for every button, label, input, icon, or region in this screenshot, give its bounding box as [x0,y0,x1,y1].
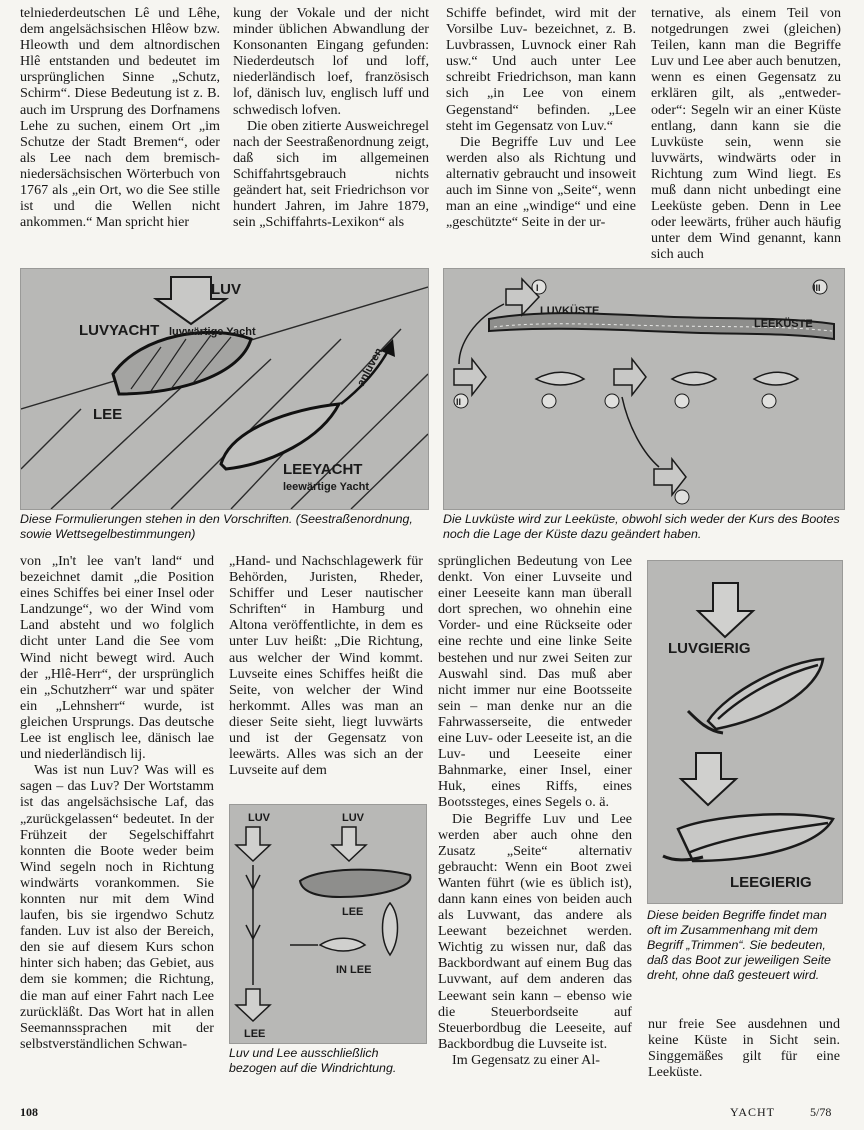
label-anluven: anluven [355,346,386,389]
figure-luvgierig-leegierig [647,560,843,904]
label-luvkueste: LUVKÜSTE [540,305,600,317]
paragraph: Was ist nun Luv? Was will es sagen – das Luv? Der Wortstamm ist das angelsächsische Laf, das „zurückgelassen“ bedeutet. In der Frühzeit der Segelschiffahrt konnten die Boote weder beim Wind segeln noch in Richtung windwärts vorankommen. Sie konnten nur mit dem Wind laufen, bis sie irgendwo Schutz fanden. Luv ist also der Bereich, den sie auf diesem Kurs schon hinter sich haben; das Gebiet, aus dem sie kommen; die Richtung, die man auf einer Fahrt nach Lee zurückläßt. Das Wort hat in allen Seemannssprachen mit der selbstverständlichen Schwan- [20,762,214,1052]
paragraph: sprünglichen Bedeutung von Lee denkt. Von einer Luvseite und einer Leeseite kann man überall dort sprechen, wo ohnehin eine Vorder- und eine Rückseite oder eine rechte und eine linke Seite bestehen und nur zwei Seiten zur Auswahl sind. Das muß aber nicht immer nur eine Bootsseite sein – man denke nur an die Fahrwasserseite, die entweder eine Luv- oder Leeseite ist, an die Luv- und Leeseite einer Bahnmarke, einer Insel, einer Huk, eines Riffs, eines Bootssteges, eines Segels o. ä. [438,553,632,811]
label-luvgierig: LUVGIERIG [668,640,751,657]
text-column-6 [229,553,423,778]
label-luv-right: LUV [342,812,364,824]
paragraph: Die Begriffe Luv und Lee werden aber auch ohne den Zusatz „Seite“ alternativ gebraucht: Wenn ein Boot zwei Wanten führt (wie es üblich ist), dann kann eines von beiden auch als Luvwant, das andere als Leewant bezeichnet werden. Wichtig zu wissen nur, daß das Backbordwant auf einem Bug das Luvwant, auf dem anderen das Leewant sein kann – ebenso wie die Steuerbordseite auf Steuerbordbug die Leeseite, auf Backbordbug die Luvseite ist. [438,810,632,1052]
label-roman-iii: III [813,283,821,293]
label-in-lee: IN LEE [336,964,372,976]
label-luvyacht: LUVYACHT [79,322,160,339]
label-luvwaertige-yacht: luvwärtige Yacht [169,326,256,338]
label-leegierig: LEEGIERIG [730,874,812,891]
caption-figure-2: Die Luvküste wird zur Leeküste, obwohl sich weder der Kurs des Bootes noch die Lage der Küste dazu geändert haben. [443,512,840,541]
caption-figure-1: Diese Formulierungen stehen in den Vorschriften. (Seestraßenordnung, sowie Wettsegelbestimmungen) [20,512,413,541]
label-luv-left: LUV [248,812,270,824]
magazine-name: YACHT [730,1105,776,1119]
paragraph: kung der Vokale und der nicht minder üblichen Abwandlung der Konsonanten Eingang gefunden: Niederdeutsch lof und loff, niederländisch loef, französisch lof, dänisch luv, englisch luff und schwedisch lofven. [233,5,429,118]
paragraph: „Hand- und Nachschlagewerk für Behörden, Juristen, Rheder, Schiffer und Leser nautischer Schriften“ in Hamburg und Altona veröffentlichte, in dem es unter Luv heißt: „Die Richtung, aus welcher der Wind kommt. Luvseite eines Schiffes heißt die Seite, von welcher der Wind herkommt. Alles was man an dieser Seite sieht, liegt luvwärts und ist der Gegensatz von leewärts. Alles was sich an der Luvseite auf dem [229,553,423,779]
issue-number: 5/78 [810,1105,832,1119]
figure-luvkueste-leekueste [443,268,845,510]
label-luv: LUV [211,281,241,298]
figure-luv-lee-yachts [20,268,429,510]
paragraph: Im Gegensatz zu einer Al- [452,1051,600,1068]
paragraph: telniederdeutschen Lê und Lêhe, dem angelsächsischen Hlêow bzw. Hleowth und dem altnordischen Hlê entstanden und bedeutet im ursprünglichen Sinne „Schutz, Schirm“. Diese Bedeutung ist z. B. auch im Ursprung des Dorfnamens Lehe zu suchen, einem Ort „im Schutze der Stadt Bremen“, oder als Lee nach dem bremisch-niedersächsischen Wörterbuch von 1767 als „ein Ort, wo die See stille ist und die Wellen nicht ankommen.“ Man spricht hier [20,5,220,231]
text-column-1 [20,5,220,230]
text-column-4 [651,5,841,263]
paragraph: Die Begriffe Luv und Lee werden also als Richtung und alternativ gebraucht und insoweit auch im Sinne von „Seite“, wenn man an eine „windige“ und eine „geschützte“ Seite in der ur- [446,133,636,231]
text-column-7 [438,553,632,1068]
paragraph: nur freie See ausdehnen und keine Küste in Sicht sein. Singgemäßes gilt für eine Leeküste. [648,1016,840,1081]
label-roman-ii: II [456,397,462,407]
paragraph: Schiffe befindet, wird mit der Vorsilbe Luv- bezeichnet, z. B. Luvbrassen, Luvnock einer Rah usw.“ Und auch unter Lee schreibt Friedrichson, man kann sich „in Lee von einem Gegenstand“ befinden. „Lee steht im Gegensatz von Luv.“ [446,5,636,134]
caption-figure-4: Diese beiden Begriffe findet man oft im Zusammenhang mit dem Begriff „Trimmen“. Sie bedeuten, daß das Boot zur jeweiligen Seite dreht, ohne daß gesteuert wird. [647,908,831,982]
figure-luv-lee-windrichtung [229,804,427,1044]
paragraph: von „In't lee van't land“ und bezeichnet damit „die Position eines Schiffes bei einer Insel oder Landzunge“, wo der Wind vom Land absteht und wo folglich dicht unter Land die See vom Wind nicht bewegt wird. Auch der „Hlê-Herr“, der ursprünglich ein „Schutzherr“ war und später ein „Lehnsherr“ wurde, ist gleichen Ursprungs. Das deutsche Lee ist englisch lee, dänisch lae und niederländisch lij. [20,553,214,763]
caption-figure-3: Luv und Lee ausschließlich bezogen auf die Windrichtung. [229,1046,397,1075]
text-column-2 [233,5,429,230]
label-lee-middle: LEE [342,906,364,918]
label-leekueste: LEEKÜSTE [754,318,813,330]
label-leeyacht: LEEYACHT [283,461,363,478]
text-column-8 [648,1016,840,1080]
text-column-3 [446,5,636,230]
label-lee-bottom: LEE [244,1028,266,1040]
label-leewaertige-yacht: leewärtige Yacht [283,481,370,493]
label-roman-i: I [536,283,539,293]
paragraph: ternative, als einem Teil von notgedrungen zwei (gleichen) Teilen, kann man die Begriffe Luv und Lee aber auch benutzen, wenn es einen Gegensatz zu erklären gilt, als „entweder-oder“: Segeln wir an einer Küste entlang, dann kann sie die Luvküste sein, wenn sie luvwärts, windwärts oder in Richtung zum Wind liegt. Es muß dann nicht unbedingt eine Leeküste geben. Denn in Lee oder leewärts, früher auch häufig unter dem Wind genannt, kann sich auch [651,5,841,263]
text-column-5 [20,553,214,1052]
page-number: 108 [20,1105,38,1119]
label-lee: LEE [93,406,123,423]
paragraph: Die oben zitierte Ausweichregel nach der Seestraßenordnung zeigt, daß sich im allgemeinen Schiffahrtsgebrauch nichts geändert hat, seit Friedrichson vor hundert Jahren, im Jahre 1879, sein „Schiffahrts-Lexikon“ als [233,117,429,231]
